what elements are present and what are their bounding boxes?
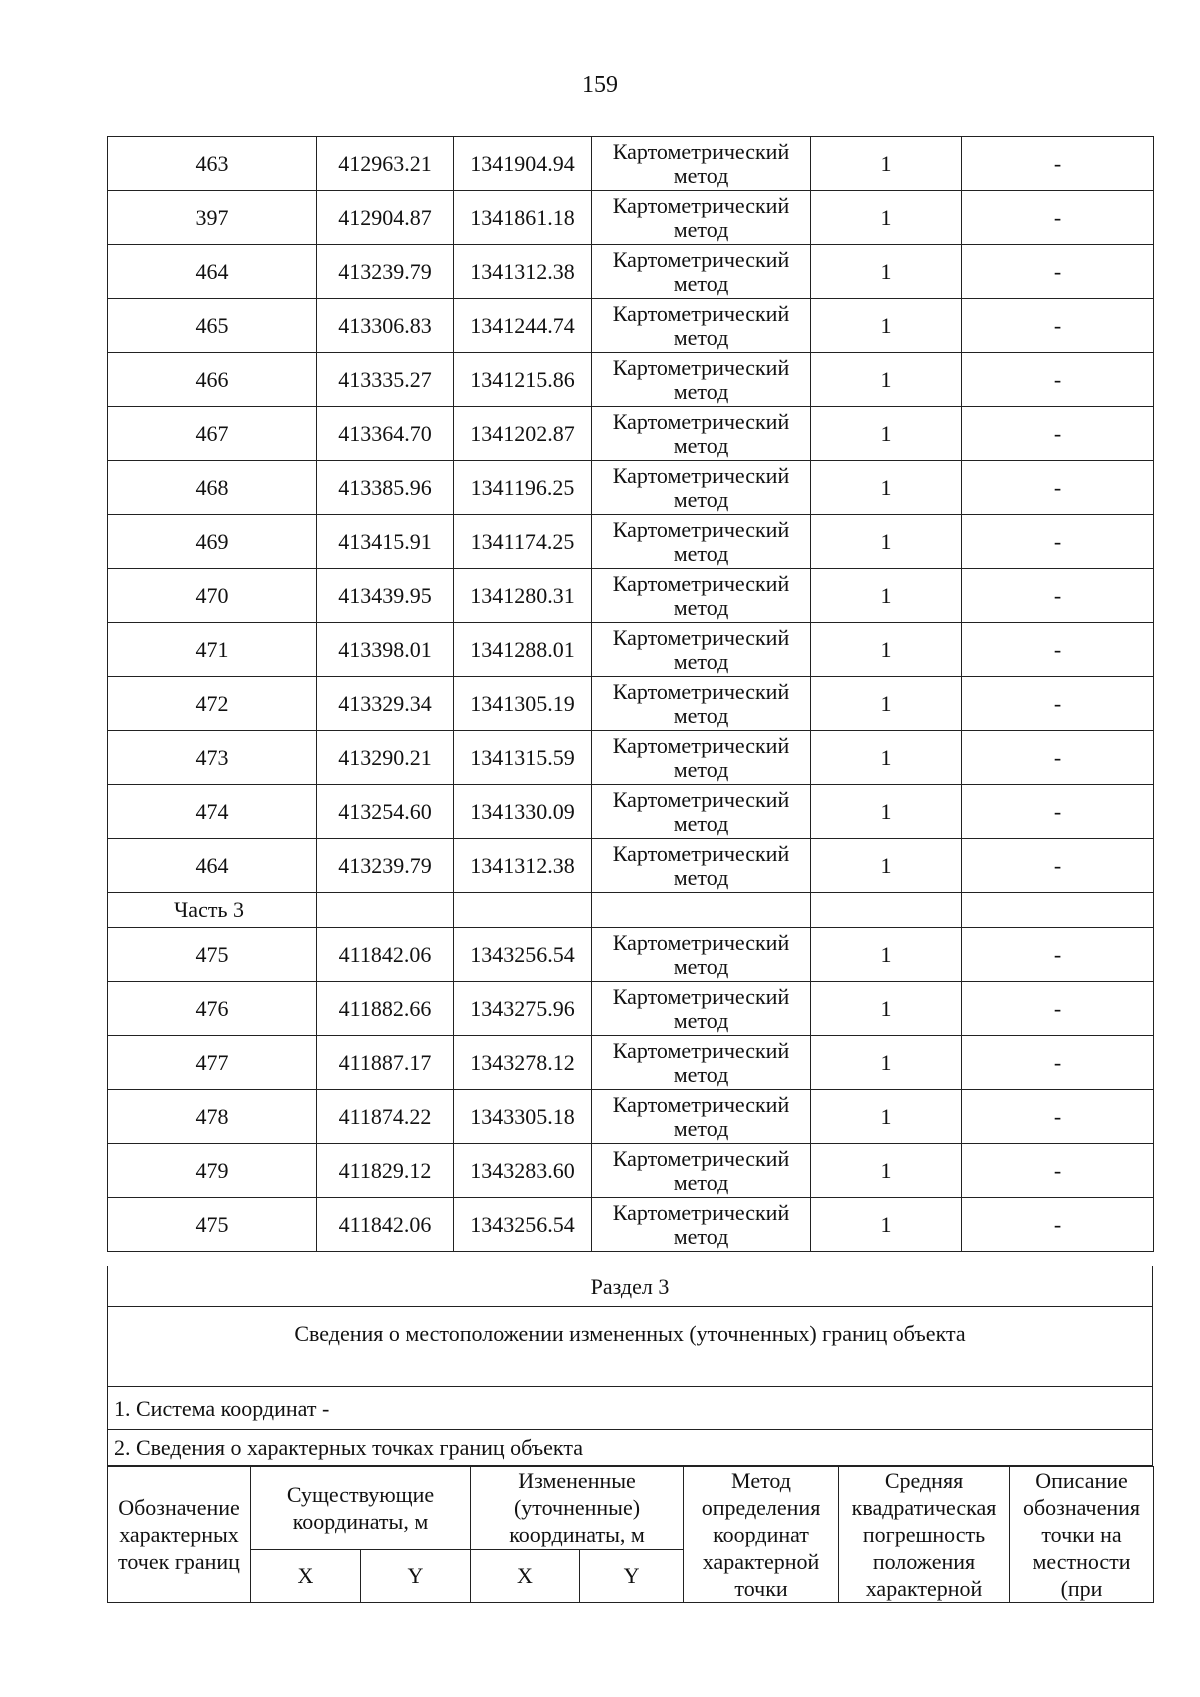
empty-cell: [811, 893, 962, 928]
x-cell: 413385.96: [317, 461, 454, 515]
accuracy-cell: 1: [811, 928, 962, 982]
header-changed-y: Y: [580, 1549, 684, 1602]
description-cell: -: [962, 353, 1154, 407]
y-cell: 1343256.54: [454, 928, 592, 982]
point-cell: 465: [108, 299, 317, 353]
table-row: [108, 623, 1154, 677]
y-cell: 1341174.25: [454, 515, 592, 569]
table-row: [108, 407, 1154, 461]
point-cell: 470: [108, 569, 317, 623]
accuracy-cell: 1: [811, 1090, 962, 1144]
accuracy-cell: 1: [811, 785, 962, 839]
y-cell: 1341904.94: [454, 137, 592, 191]
method-cell: Картометрический метод: [592, 515, 811, 569]
y-cell: 1341288.01: [454, 623, 592, 677]
table-row: [108, 515, 1154, 569]
header-method: Метод определения координат характерной точки: [684, 1467, 839, 1603]
coordinate-system-line: 1. Система координат -: [107, 1387, 1153, 1430]
method-cell: Картометрический метод: [592, 245, 811, 299]
y-cell: 1341305.19: [454, 677, 592, 731]
y-cell: 1341202.87: [454, 407, 592, 461]
table-row: [108, 461, 1154, 515]
x-cell: 413439.95: [317, 569, 454, 623]
point-cell: 464: [108, 245, 317, 299]
x-cell: 413239.79: [317, 839, 454, 893]
method-cell: Картометрический метод: [592, 353, 811, 407]
y-cell: 1343283.60: [454, 1144, 592, 1198]
x-cell: 413398.01: [317, 623, 454, 677]
description-cell: -: [962, 461, 1154, 515]
method-cell: Картометрический метод: [592, 461, 811, 515]
description-cell: -: [962, 407, 1154, 461]
accuracy-cell: 1: [811, 353, 962, 407]
point-cell: 463: [108, 137, 317, 191]
method-cell: Картометрический метод: [592, 1198, 811, 1252]
table-row: [108, 299, 1154, 353]
description-cell: -: [962, 677, 1154, 731]
table-row: [108, 1198, 1154, 1252]
x-cell: 413239.79: [317, 245, 454, 299]
accuracy-cell: 1: [811, 677, 962, 731]
accuracy-cell: 1: [811, 407, 962, 461]
accuracy-cell: 1: [811, 191, 962, 245]
table-row: [108, 785, 1154, 839]
x-cell: 413329.34: [317, 677, 454, 731]
section-title: Раздел 3: [107, 1266, 1153, 1307]
description-cell: -: [962, 191, 1154, 245]
x-cell: 411842.06: [317, 928, 454, 982]
y-cell: 1341330.09: [454, 785, 592, 839]
accuracy-cell: 1: [811, 299, 962, 353]
accuracy-cell: 1: [811, 245, 962, 299]
point-cell: 466: [108, 353, 317, 407]
x-cell: 411887.17: [317, 1036, 454, 1090]
x-cell: 411874.22: [317, 1090, 454, 1144]
description-cell: -: [962, 569, 1154, 623]
table-row: [108, 1144, 1154, 1198]
point-cell: 467: [108, 407, 317, 461]
method-cell: Картометрический метод: [592, 137, 811, 191]
table-row: [108, 191, 1154, 245]
accuracy-cell: 1: [811, 1144, 962, 1198]
accuracy-cell: 1: [811, 623, 962, 677]
table-row: [108, 245, 1154, 299]
point-cell: 397: [108, 191, 317, 245]
description-cell: -: [962, 1036, 1154, 1090]
points-info-line: 2. Сведения о характерных точках границ объекта: [107, 1430, 1153, 1466]
table-row: [108, 1090, 1154, 1144]
y-cell: 1343256.54: [454, 1198, 592, 1252]
coordinates-table: [107, 136, 1154, 1252]
point-cell: 468: [108, 461, 317, 515]
description-cell: -: [962, 623, 1154, 677]
table-row: [108, 353, 1154, 407]
method-cell: Картометрический метод: [592, 569, 811, 623]
table-row: [108, 137, 1154, 191]
x-cell: 413290.21: [317, 731, 454, 785]
y-cell: 1341861.18: [454, 191, 592, 245]
y-cell: 1341215.86: [454, 353, 592, 407]
method-cell: Картометрический метод: [592, 623, 811, 677]
point-cell: 476: [108, 982, 317, 1036]
header-accuracy: Средняя квадратическая погрешность положения характерной: [839, 1467, 1010, 1603]
section-description: Сведения о местоположении измененных (уточненных) границ объекта: [107, 1307, 1153, 1387]
point-cell: 471: [108, 623, 317, 677]
point-cell: 475: [108, 928, 317, 982]
header-designation: Обозначение характерных точек границ: [108, 1467, 251, 1603]
accuracy-cell: 1: [811, 982, 962, 1036]
method-cell: Картометрический метод: [592, 928, 811, 982]
y-cell: 1341244.74: [454, 299, 592, 353]
description-cell: -: [962, 1198, 1154, 1252]
method-cell: Картометрический метод: [592, 1090, 811, 1144]
x-cell: 413364.70: [317, 407, 454, 461]
x-cell: 413415.91: [317, 515, 454, 569]
method-cell: Картометрический метод: [592, 191, 811, 245]
method-cell: Картометрический метод: [592, 731, 811, 785]
description-cell: -: [962, 839, 1154, 893]
x-cell: 413254.60: [317, 785, 454, 839]
method-cell: Картометрический метод: [592, 785, 811, 839]
accuracy-cell: 1: [811, 461, 962, 515]
accuracy-cell: 1: [811, 515, 962, 569]
accuracy-cell: 1: [811, 1198, 962, 1252]
table-row: [108, 982, 1154, 1036]
y-cell: 1341312.38: [454, 839, 592, 893]
description-cell: -: [962, 1144, 1154, 1198]
x-cell: 412963.21: [317, 137, 454, 191]
header-existing-coords: Существующие координаты, м: [251, 1467, 471, 1550]
method-cell: Картометрический метод: [592, 982, 811, 1036]
empty-cell: [454, 893, 592, 928]
part-label-row: [108, 893, 1154, 928]
table-row: [108, 1036, 1154, 1090]
page-number: 159: [582, 72, 618, 98]
point-cell: 477: [108, 1036, 317, 1090]
x-cell: 412904.87: [317, 191, 454, 245]
x-cell: 411842.06: [317, 1198, 454, 1252]
description-cell: -: [962, 515, 1154, 569]
method-cell: Картометрический метод: [592, 1144, 811, 1198]
header-existing-x: X: [251, 1549, 361, 1602]
header-description: Описание обозначения точки на местности (при: [1010, 1467, 1154, 1603]
description-cell: -: [962, 928, 1154, 982]
y-cell: 1341315.59: [454, 731, 592, 785]
description-cell: -: [962, 245, 1154, 299]
table-row: [108, 928, 1154, 982]
accuracy-cell: 1: [811, 731, 962, 785]
method-cell: Картометрический метод: [592, 299, 811, 353]
empty-cell: [962, 893, 1154, 928]
points-header-table: [107, 1466, 1154, 1603]
header-changed-x: X: [471, 1549, 580, 1602]
y-cell: 1341280.31: [454, 569, 592, 623]
method-cell: Картометрический метод: [592, 839, 811, 893]
point-cell: 464: [108, 839, 317, 893]
description-cell: -: [962, 982, 1154, 1036]
section-3: [107, 1266, 1153, 1466]
point-cell: 469: [108, 515, 317, 569]
header-existing-y: Y: [361, 1549, 471, 1602]
y-cell: 1341196.25: [454, 461, 592, 515]
y-cell: 1341312.38: [454, 245, 592, 299]
method-cell: Картометрический метод: [592, 407, 811, 461]
table-row: [108, 677, 1154, 731]
description-cell: -: [962, 731, 1154, 785]
x-cell: 411882.66: [317, 982, 454, 1036]
accuracy-cell: 1: [811, 1036, 962, 1090]
empty-cell: [317, 893, 454, 928]
description-cell: -: [962, 137, 1154, 191]
accuracy-cell: 1: [811, 569, 962, 623]
point-cell: 474: [108, 785, 317, 839]
table-row: [108, 569, 1154, 623]
point-cell: 479: [108, 1144, 317, 1198]
x-cell: 413306.83: [317, 299, 454, 353]
point-cell: 473: [108, 731, 317, 785]
table-row: [108, 839, 1154, 893]
point-cell: 472: [108, 677, 317, 731]
method-cell: Картометрический метод: [592, 677, 811, 731]
accuracy-cell: 1: [811, 839, 962, 893]
method-cell: Картометрический метод: [592, 1036, 811, 1090]
description-cell: -: [962, 785, 1154, 839]
table-row: [108, 731, 1154, 785]
x-cell: 411829.12: [317, 1144, 454, 1198]
point-cell: 478: [108, 1090, 317, 1144]
header-changed-coords: Измененные (уточненные) координаты, м: [471, 1467, 684, 1550]
part-label: Часть 3: [108, 893, 317, 928]
point-cell: 475: [108, 1198, 317, 1252]
y-cell: 1343305.18: [454, 1090, 592, 1144]
description-cell: -: [962, 1090, 1154, 1144]
description-cell: -: [962, 299, 1154, 353]
empty-cell: [592, 893, 811, 928]
y-cell: 1343278.12: [454, 1036, 592, 1090]
accuracy-cell: 1: [811, 137, 962, 191]
x-cell: 413335.27: [317, 353, 454, 407]
y-cell: 1343275.96: [454, 982, 592, 1036]
